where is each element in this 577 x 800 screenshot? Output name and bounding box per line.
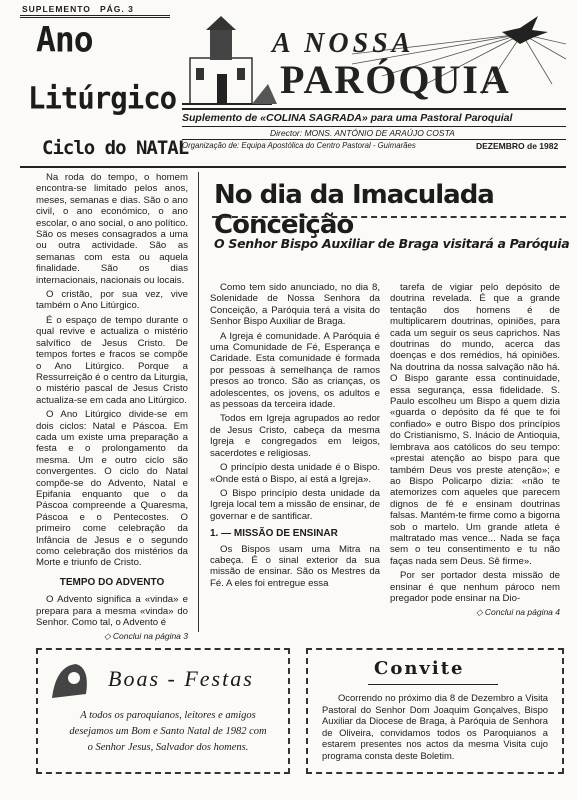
continua-text: Conclui na página 4	[484, 607, 560, 618]
continua-note-right: ◇ Conclui na página 4	[475, 607, 560, 618]
page-number: PÁG. 3	[100, 4, 134, 14]
article-paragraph: Como tem sido anunciado, no dia 8, Solenidade de Nossa Senhora da Conceição, a Paróquia terá a visita do Senhor Bispo Auxiliar de Braga.	[210, 282, 380, 328]
nativity-icon	[46, 658, 92, 704]
left-paragraph: É o espaço de tempo durante o qual revive e actualiza o mistério salvífico de Jesus Cristo. De tempos fortes e fracos se compõe o Ano Litúrgico. Porque a Ressurreição é o centro da Liturgia, o mistério pascal de Jesus Cristo actualiza-se em cada ano Litúrgico.	[36, 314, 188, 406]
boas-festas-title: Boas - Festas	[108, 666, 254, 691]
article-column-b	[390, 282, 560, 619]
church-drawing	[182, 16, 277, 104]
left-column	[36, 172, 188, 643]
continua-text: Conclui na página 3	[112, 631, 188, 642]
ano-title: Ano	[36, 19, 93, 60]
director-line: Director: MONS. ANTÓNIO DE ARAÚJO COSTA	[270, 128, 455, 138]
suplemento-label: SUPLEMENTO	[22, 4, 91, 14]
issue-date: DEZEMBRO de 1982	[476, 141, 559, 151]
article-column-a	[210, 282, 380, 592]
convite-box	[306, 648, 564, 774]
boas-festas-box	[36, 648, 290, 774]
article-paragraph: Todos em Igreja agrupados ao redor de Jesus Cristo, cabeça da mesma Igreja e congregados em leigos, sacerdotes e religiosas.	[210, 413, 380, 459]
liturgico-title: Litúrgico	[28, 80, 177, 116]
supplement-line: Suplemento de «COLINA SAGRADA» para uma Pastoral Paroquial	[182, 112, 513, 124]
section-title-advento: TEMPO DO ADVENTO	[59, 576, 165, 588]
left-paragraph: O cristão, por sua vez, vive também o Ano Litúrgico.	[36, 289, 188, 312]
article-paragraph: A Igreja é comunidade. A Paróquia é uma Comunidade de Fé, Esperança e Caridade. Esta comunidade é formada por pessoas à semelhança de ramos presos ao tronco. São as crianças, os adolescentes, os jovens, os adultos e as pessoas da terceira idade.	[210, 330, 380, 411]
organizacao-line: Organização de: Equipa Apostólica do Centro Pastoral - Guimarães	[182, 141, 416, 150]
article-paragraph: Os Bispos usam uma Mitra na cabeça. É o sinal exterior da sua missão de ensinar. São os Mestres da Fé. A eles foi entregue essa	[210, 543, 380, 589]
dove-icon	[502, 16, 548, 44]
main-subheadline: O Senhor Bispo Auxiliar de Braga visitará a Paróquia	[214, 236, 570, 251]
article-paragraph: Por ser portador desta missão de ensinar é que nenhum pároco nem pregador pode ensinar na Dio-	[390, 570, 560, 604]
left-paragraph: O Advento significa a «vinda» e prepara para a mesma «vinda» do Senhor. Como tal, o Advento é	[36, 594, 188, 629]
masthead-top: A NOSSA	[272, 28, 415, 59]
convite-title: Convite	[374, 658, 465, 679]
article-paragraph: tarefa de vigiar pelo depósito de doutrina revelada. É que a grande tentação dos homens é de multiplicarem doutrinas, opiniões, para cada um seguir os seus caprichos. Nas doutrinas do mundo, acerca das doenças e dos remédios, há opiniões. Na doutrina da nossa salvação não há. O Bispo garante essa continuidade, essa segurança, essa fidelidade. S. Paulo escolheu um Bispo a quem dizia «guarda o depósito da fé que te foi confiado» e outro Bispo dos princípios do Cristianismo, S. Inácio de Antioquia, lembrava aos católicos do seu tempo: «prestai atenção ao bispo para que também Deus vos preste atenção»; e ao Bispo Policarpo dizia: «não te atemorizes com aqueles que parecem dignos de fé e ensinam doutrinas falsas. Mantém-te firme como a bigorna sob o martelo. Um grande atleta é maltratado mas vence... Nada se faça sem o teu consentimento e tu não faças nada sem Deus. Sê firme».	[390, 282, 560, 567]
section-title-ensinar: 1. — MISSÃO DE ENSINAR	[210, 528, 338, 540]
boas-festas-text: A todos os paroquianos, leitores e amigos desejamos um Bom e Santo Natal de 1982 com o Senhor Jesus, Salvador dos homens.	[69, 710, 267, 753]
masthead-main: PARÓQUIA	[280, 57, 511, 102]
continua-note-left: ◇ Conclui na página 3	[103, 631, 188, 642]
article-paragraph: O princípio desta unidade é o Bispo. «Onde está o Bispo, aí está a Igreja».	[210, 462, 380, 485]
main-headline: No dia da Imaculada Conceição	[214, 180, 494, 240]
article-paragraph: O Bispo princípio desta unidade da Igreja local tem a missão de ensinar, de governar e de santificar.	[210, 487, 380, 522]
left-paragraph: Na roda do tempo, o homem encontra-se limitado pelos anos, meses, semanas e dias. São o ano civil, o ano económico, o ano escolar, o ano social, o ano político. São os meses consagrados a uma ou outra actividade. São as semanas com esta ou aquela finalidade. São os dias internacionais, nacionais ou locais.	[36, 172, 188, 286]
convite-text: Ocorrendo no próximo dia 8 de Dezembro a Visita Pastoral do Senhor Dom Joaquim Gonçalves, Bispo Auxiliar da Diocese de Braga, à Paróquia de Senhora de Oliveira, convidamos todos os Paroquianos a estarem presentes nos actos da mesma Visita cujo programa consta deste Boletim.	[322, 692, 548, 761]
ciclo-title: Ciclo do NATAL	[42, 137, 189, 159]
left-paragraph: O Ano Litúrgico divide-se em dois ciclos: Natal e Páscoa. Em cada um existe uma preparação a festa e o prolongamento da mesma. Um e outro ciclo são convergentes. O ciclo do Natal compõe-se do Advento, Natal e Epifania enquanto que o da Páscoa compreende a Quaresma, Páscoa e o Pentecostes. O primeiro come celebração da Infância de Jesus e o segundo como celebração dos mistérios da Morte e triunfo de Cristo.	[36, 409, 188, 569]
